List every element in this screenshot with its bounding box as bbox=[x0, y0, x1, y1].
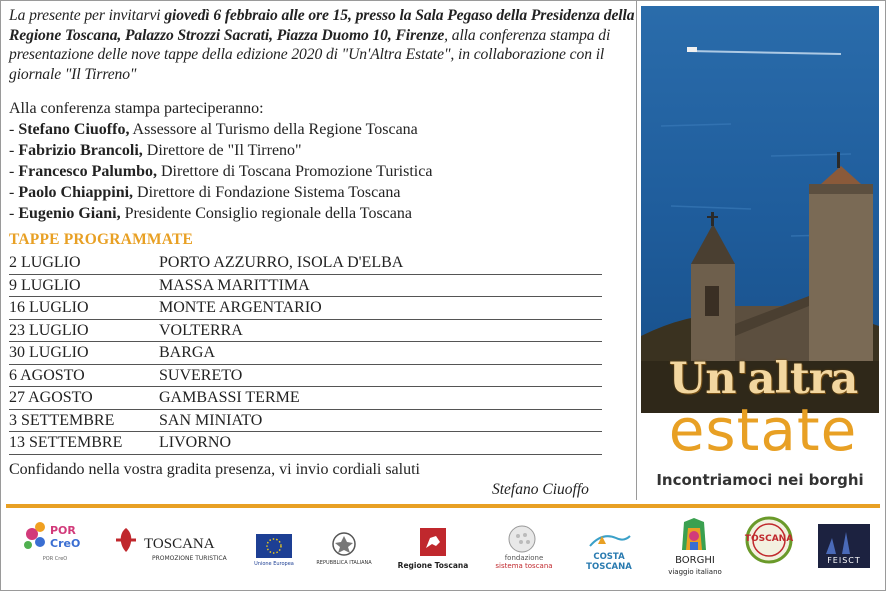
tappa-date: 9 LUGLIO bbox=[9, 276, 81, 294]
sponsor-logos bbox=[14, 514, 878, 584]
coast-photo-svg bbox=[641, 6, 879, 413]
tappa-place: GAMBASSI TERME bbox=[159, 389, 300, 406]
tappa-place: MASSA MARITTIMA bbox=[159, 276, 310, 294]
brand-tagline: Incontriamoci nei borghi bbox=[656, 471, 864, 489]
speakers-block bbox=[9, 98, 629, 224]
fondazione-sub-label: sistema toscana bbox=[495, 562, 553, 570]
costa-toscana-logo bbox=[572, 514, 646, 584]
wave-icon bbox=[572, 522, 646, 552]
svg-text:CreO: CreO bbox=[50, 537, 81, 550]
borghi-label: BORGHI bbox=[675, 555, 715, 566]
tappa-place: VOLTERRA bbox=[159, 321, 243, 339]
costa-toscana-label: COSTA TOSCANA bbox=[586, 552, 632, 572]
tappa-place: SUVERETO bbox=[159, 366, 243, 384]
tappa-place: PORTO AZZURRO, ISOLA D'ELBA bbox=[159, 254, 404, 271]
por-creo-label: POR CreO bbox=[42, 556, 68, 562]
toscana-promozione-logo bbox=[114, 514, 229, 584]
tappa-row bbox=[9, 252, 602, 275]
tappa-row bbox=[9, 432, 602, 455]
borghi-logo bbox=[662, 514, 728, 584]
toscana-sub-label: PROMOZIONE TURISTICA bbox=[152, 555, 227, 562]
speaker-name: Francesco Palumbo, bbox=[18, 163, 157, 180]
por-creo-logo bbox=[18, 514, 92, 584]
tappa-date: 2 LUGLIO bbox=[9, 254, 81, 271]
tappa-date: 27 AGOSTO bbox=[9, 389, 93, 406]
speaker-item: - Francesco Palumbo, Direttore di Toscana Promozione Turistica bbox=[9, 163, 433, 180]
invitation-lead: La presente per invitarvi bbox=[9, 7, 165, 24]
tappa-place: SAN MINIATO bbox=[159, 411, 263, 429]
coast-photo bbox=[641, 6, 879, 413]
eu-label: Unione Europea bbox=[254, 561, 294, 567]
speaker-role: Direttore de "Il Tirreno" bbox=[142, 142, 302, 159]
feisct-label: FEISCT bbox=[827, 556, 861, 565]
speaker-name: Eugenio Giani, bbox=[18, 205, 121, 222]
tappe-heading: TAPPE PROGRAMMATE bbox=[9, 231, 194, 248]
borghi-icon bbox=[662, 514, 728, 554]
speakers-intro: Alla conferenza stampa parteciperanno: bbox=[9, 100, 264, 117]
speaker-item: - Stefano Ciuoffo, Assessore al Turismo della Regione Toscana bbox=[9, 121, 418, 138]
pegasus-icon bbox=[396, 526, 470, 562]
speaker-name: Fabrizio Brancoli, bbox=[18, 142, 143, 159]
invitation-text bbox=[9, 6, 637, 84]
speaker-name: Paolo Chiappini, bbox=[18, 184, 134, 201]
accent-stripe bbox=[6, 504, 880, 508]
signature: Stefano Ciuoffo bbox=[492, 481, 589, 498]
repubblica-label: REPUBBLICA ITALIANA bbox=[316, 560, 372, 566]
tappa-date: 13 SETTEMBRE bbox=[9, 434, 123, 451]
speaker-item: - Paolo Chiappini, Direttore di Fondazione Sistema Toscana bbox=[9, 184, 401, 201]
globe-icon bbox=[492, 522, 556, 558]
speaker-item: - Fabrizio Brancoli, Direttore de "Il Tirreno" bbox=[9, 142, 302, 159]
unione-europea-logo bbox=[254, 514, 294, 584]
repubblica-italiana-logo bbox=[314, 514, 374, 584]
tappa-date: 30 LUGLIO bbox=[9, 344, 89, 361]
tappa-date: 6 AGOSTO bbox=[9, 366, 85, 384]
fondazione-logo bbox=[492, 514, 556, 584]
tappe-table bbox=[9, 252, 602, 455]
speaker-role: Direttore di Toscana Promozione Turistica bbox=[156, 163, 433, 180]
tappa-date: 23 LUGLIO bbox=[9, 321, 89, 339]
tappa-date: 3 SETTEMBRE bbox=[9, 411, 115, 429]
speaker-role: Assessore al Turismo della Regione Toscana bbox=[129, 121, 418, 138]
speaker-role: Presidente Consiglio regionale della Toscana bbox=[120, 205, 412, 222]
brand-title-line1: Un'altra bbox=[668, 354, 858, 404]
borghi-sub-label: viaggio italiano bbox=[668, 568, 722, 576]
feisct-logo bbox=[814, 514, 874, 584]
tappa-date: 16 LUGLIO bbox=[9, 299, 89, 316]
vetrina-toscana-logo bbox=[736, 514, 802, 584]
tappa-place: LIVORNO bbox=[159, 434, 231, 451]
tappa-row bbox=[9, 342, 602, 365]
fondazione-label: fondazione bbox=[504, 554, 544, 562]
tappa-row bbox=[9, 320, 602, 343]
tappa-row bbox=[9, 275, 602, 298]
tappa-row bbox=[9, 387, 602, 410]
tappa-row bbox=[9, 365, 602, 388]
tappa-row bbox=[9, 297, 602, 320]
speaker-role: Direttore di Fondazione Sistema Toscana bbox=[133, 184, 401, 201]
emblem-icon bbox=[314, 530, 374, 560]
invitation-when-where: giovedì 6 febbraio alle ore 15, presso la Sala Pegaso della Presidenza della Regione Toscana, Palazzo Strozzi Sacrati, Piazza Duomo 10, Firenze bbox=[9, 7, 635, 44]
svg-text:POR: POR bbox=[50, 524, 76, 537]
eu-flag-icon bbox=[254, 532, 294, 562]
tappa-place: MONTE ARGENTARIO bbox=[159, 299, 322, 316]
regione-toscana-label: Regione Toscana bbox=[397, 561, 469, 570]
tappa-place: BARGA bbox=[159, 344, 216, 361]
closing-text: Confidando nella vostra gradita presenza, vi invio cordiali saluti bbox=[9, 461, 420, 478]
brand-title-line2: estate bbox=[668, 396, 858, 464]
regione-toscana-logo bbox=[396, 514, 470, 584]
vetrina-toscana-label: TOSCANA bbox=[744, 534, 794, 544]
tappa-row bbox=[9, 410, 602, 433]
toscana-label: TOSCANA bbox=[144, 536, 215, 552]
speaker-name: Stefano Ciuoffo, bbox=[18, 121, 130, 138]
invitation-purpose: , alla conferenza stampa di presentazione delle nove tappe della edizione 2020 di "Un'Altra Estate", in collaborazione con il giornale "Il Tirreno" bbox=[9, 26, 611, 83]
speaker-item: - Eugenio Giani, Presidente Consiglio regionale della Toscana bbox=[9, 205, 412, 222]
